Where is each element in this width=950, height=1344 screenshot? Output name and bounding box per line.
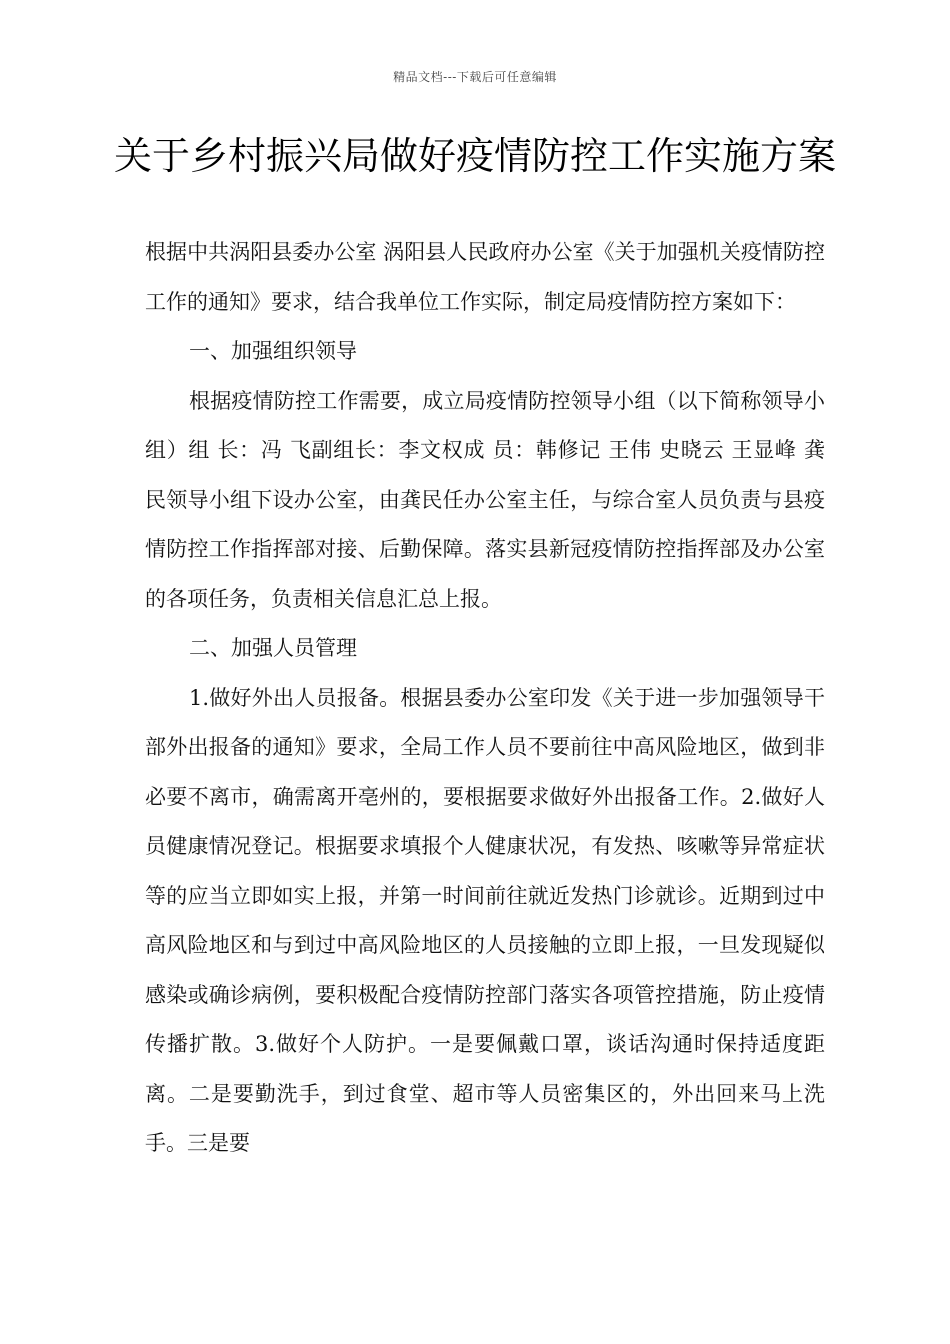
document-title: 关于乡村振兴局做好疫情防控工作实施方案 — [113, 134, 836, 178]
section-heading-organization: 一、加强组织领导 — [189, 339, 357, 363]
header-note: 精品文档---下载后可任意编辑 — [393, 70, 557, 84]
personnel-paragraph: 1.做好外出人员报备。根据县委办公室印发《关于进一步加强领导干部外出报备的通知》要求，全局工作人员不要前往中高风险地区，做到非必要不离市，确需离开亳州的，要根据要求做好外出报备工作。2.做好人员健康情况登记。根据要求填报个人健康状况，有发热、咳嗽等异常症状等的应当立即如实上报，并第一时间前往就近发热门诊就诊。近期到过中高风险地区和与到过中高风险地区的人员接触的立即上报，一旦发现疑似感染或确诊病例，要积极配合疫情防控部门落实各项管控措施，防止疫情传播扩散。3.做好个人防护。一是要佩戴口罩，谈话沟通时保持适度距离。二是要勤洗手，到过食堂、超市等人员密集区的，外出回来马上洗手。三是要 — [145, 685, 825, 1155]
document-body — [145, 228, 825, 1169]
intro-paragraph: 根据中共涡阳县委办公室 涡阳县人民政府办公室《关于加强机关疫情防控工作的通知》要求，结合我单位工作实际，制定局疫情防控方案如下： — [145, 240, 825, 314]
organization-paragraph: 根据疫情防控工作需要，成立局疫情防控领导小组（以下简称领导小组）组 长：冯 飞副组长：李文权成 员：韩修记 王伟 史晓云 王显峰 龚 民领导小组下设办公室，由龚民任办公室主任，与综合室人员负责与县疫情防控工作指挥部对接、后勤保障。落实县新冠疫情防控指挥部及办公室的各项任务，负责相关信息汇总上报。 — [145, 388, 825, 611]
section-heading-personnel: 二、加强人员管理 — [189, 636, 357, 660]
